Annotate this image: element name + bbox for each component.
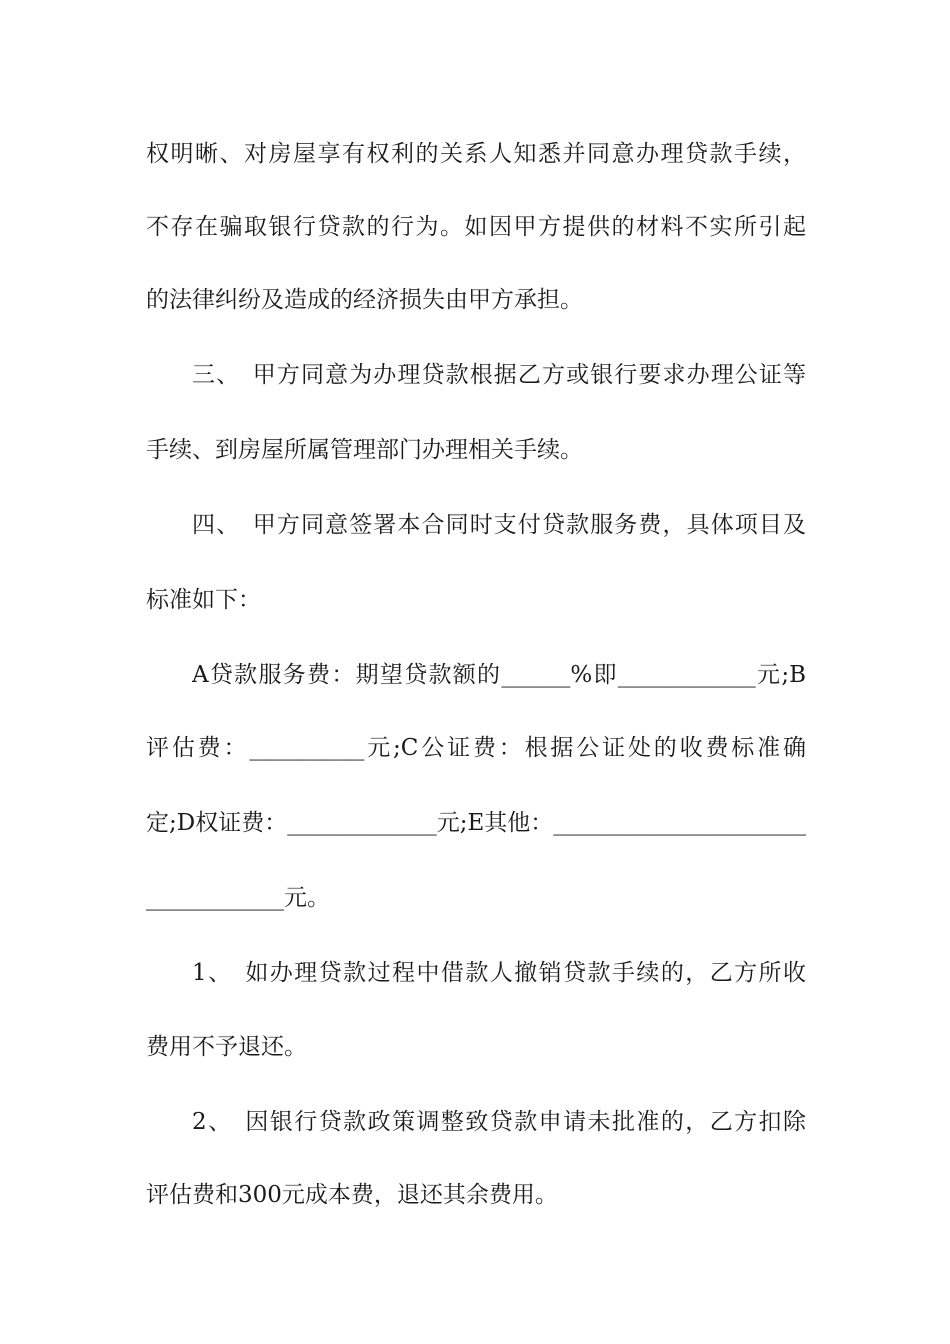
paragraph-line: 权明晰、对房屋享有权利的关系人知悉并同意办理贷款手续，	[146, 141, 806, 167]
paragraph-line: 评估费和300元成本费，退还其余费用。	[146, 1182, 558, 1208]
paragraph-line: 标准如下：	[146, 587, 261, 613]
paragraph-line: 费用不予退还。	[146, 1034, 307, 1060]
paragraph-line: 不存在骗取银行贷款的行为。如因甲方提供的材料不实所引起	[146, 214, 806, 240]
paragraph-line: 手续、到房屋所属管理部门办理相关手续。	[146, 437, 583, 463]
clause-four-line: 四、 甲方同意签署本合同时支付贷款服务费，具体项目及	[192, 512, 806, 538]
fee-item-line: ____________元。	[146, 885, 330, 911]
fee-item-line: 定;D权证费：_____________元;E其他：______________________	[146, 810, 806, 836]
fee-item-line: A贷款服务费：期望贷款额的______%即____________元;B	[192, 662, 806, 688]
item-two-line: 2、 因银行贷款政策调整致贷款申请未批准的，乙方扣除	[192, 1109, 806, 1135]
fee-item-line: 评估费：__________元;C公证费：根据公证处的收费标准确	[146, 735, 806, 761]
paragraph-line: 的法律纠纷及造成的经济损失由甲方承担。	[146, 287, 583, 313]
item-one-line: 1、 如办理贷款过程中借款人撤销贷款手续的，乙方所收	[192, 960, 806, 986]
clause-three-line: 三、 甲方同意为办理贷款根据乙方或银行要求办理公证等	[192, 362, 806, 388]
